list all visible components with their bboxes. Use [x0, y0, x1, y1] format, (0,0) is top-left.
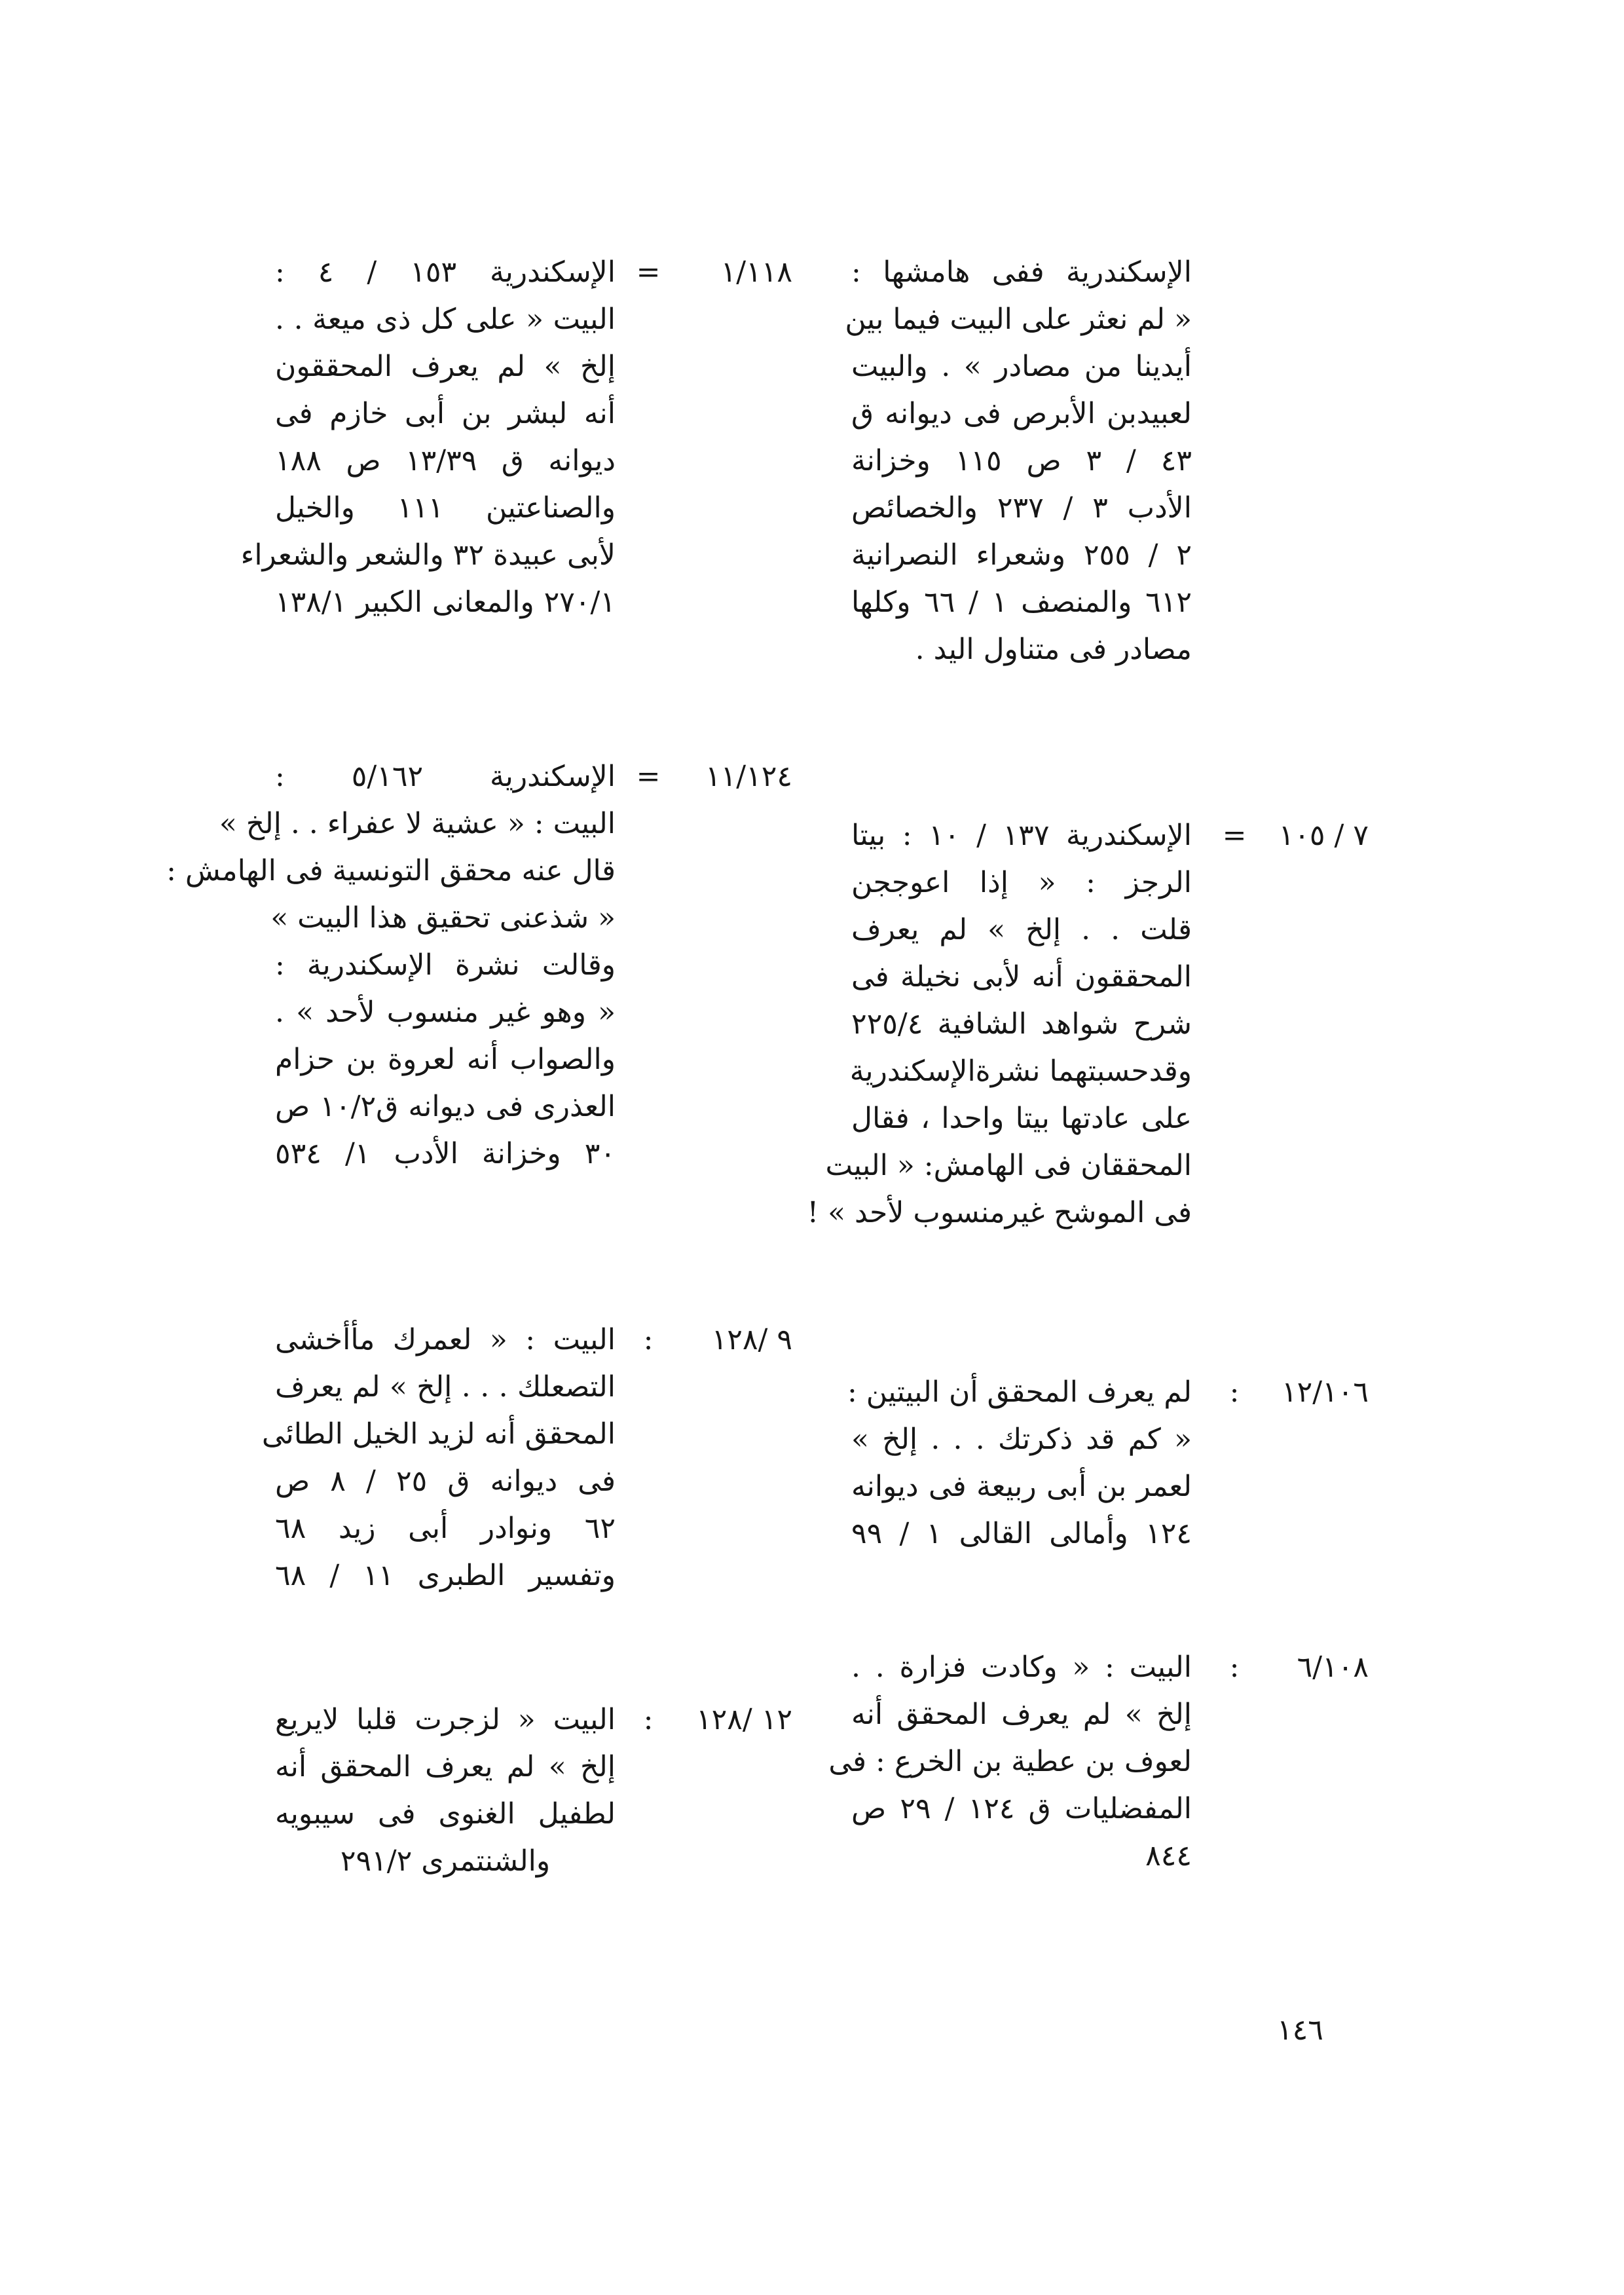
text-line: لعوف بن عطية بن الخرع : فى [828, 1745, 1192, 1778]
text-line: التصعلك . . . إلخ » لم يعرف [275, 1370, 616, 1404]
text-line: ٢٧٠/١ والمعانى الكبير ١٣٨/١ [275, 586, 616, 619]
text-line: ٢ / ٢٥٥ وشعراء النصرانية [851, 538, 1192, 572]
entry-text [240, 249, 616, 626]
text-line: لأبى عبيدة ٣٢ والشعر والشعراء [240, 538, 616, 572]
text-line: والصناعتين ١١١ والخيل [275, 491, 616, 525]
entry-separator: = [636, 255, 661, 289]
entry-reference: ٩ /١٢٨ [711, 1323, 792, 1356]
text-line: الرجز : « إذا اعوججن [851, 866, 1192, 899]
entry-text [166, 753, 616, 1178]
entry-reference: ١/١١٨ [720, 255, 792, 289]
text-line: فى الموشح غيرمنسوب لأحد » ! [807, 1196, 1192, 1229]
text-line: قلت . . إلخ » لم يعرف [851, 913, 1192, 946]
text-line: فى ديوانه ق ٢٥ / ٨ ص [275, 1465, 616, 1498]
text-line: « كم قد ذكرتك . . . إلخ » [851, 1423, 1192, 1456]
text-line: إلخ » لم يعرف المحققون [275, 350, 616, 383]
text-line: ٦٢ ونوادر أبى زيد ٦٨ [275, 1512, 616, 1545]
entry-text [807, 812, 1192, 1237]
entry-reference: ١١/١٢٤ [705, 760, 792, 793]
right-entry-1 [845, 249, 1192, 681]
text-line: الإسكندرية ١٣٧ / ١٠ : بيتا [851, 819, 1192, 852]
entry-text [847, 1369, 1192, 1558]
text-line: على عادتها بيتا واحدا ، فقال [851, 1102, 1192, 1135]
entry-reference: ١٢ /١٢٨ [696, 1703, 792, 1736]
text-line: لعبيدبن الأبرص فى ديوانه ق [851, 397, 1192, 430]
entry-reference: ٧ / ١٠٥ [1278, 819, 1369, 852]
entry-separator: = [636, 760, 661, 793]
text-line: « شذعنى تحقيق هذا البيت » [270, 901, 616, 935]
entry-reference: ١٢/١٠٦ [1282, 1375, 1369, 1409]
entry-text [828, 1644, 1192, 1880]
text-line: أنه لبشر بن أبى خازم فى [275, 397, 616, 430]
text-line: لطفيل الغنوى فى سيبويه [275, 1797, 616, 1831]
text-line: قال عنه محقق التونسية فى الهامش : [166, 854, 616, 887]
text-line: المحقق أنه لزيد الخيل الطائى [261, 1417, 616, 1451]
head-text: الإسكندرية ٥/١٦٢ : [275, 760, 616, 793]
text-line: ٣٠ وخزانة الأدب ١/ ٥٣٤ [275, 1137, 616, 1170]
text-line: ٤٣ / ٣ ص ١١٥ وخزانة [851, 444, 1192, 477]
entry-separator: : [1229, 1375, 1240, 1409]
entry-head [275, 753, 616, 800]
text-line: ديوانه ق ١٣/٣٩ ص ١٨٨ [275, 444, 616, 477]
text-line: البيت « على كل ذى ميعة . . [275, 303, 616, 336]
text-line: إلخ » لم يعرف المحقق أنه [851, 1698, 1192, 1731]
text-line: وقالت نشرة الإسكندرية : [275, 948, 616, 982]
entry-separator: : [643, 1703, 654, 1736]
text-line: البيت : « عشية لا عفراء . . إلخ » [219, 807, 616, 840]
text-line: مصادر فى متناول اليد . [915, 633, 1192, 666]
entry-separator: : [1229, 1651, 1240, 1684]
text-line: لم يعرف المحقق أن البيتين : [847, 1375, 1192, 1409]
head-text: الإسكندرية ١٥٣ / ٤ : [275, 255, 616, 289]
text-line: الأدب ٣ / ٢٣٧ والخصائص [851, 491, 1192, 525]
left-entry-3 [261, 1316, 792, 1631]
text-line: « وهو غير منسوب لأحد » . [275, 996, 616, 1029]
text-line: ٨٤٤ [1145, 1839, 1192, 1873]
text-line: المفضليات ق ١٢٤ / ٢٩ ص [851, 1792, 1192, 1825]
text-line: شرح شواهد الشافية ٢٢٥/٤ [851, 1007, 1192, 1041]
left-entry-2 [166, 753, 792, 1251]
page-number: ١٤٦ [1277, 2013, 1323, 2047]
entry-text [845, 249, 1192, 673]
left-entry-1 [240, 249, 792, 681]
entry-reference: ٦/١٠٨ [1297, 1651, 1369, 1684]
text-line: إلخ » لم يعرف المحقق أنه [275, 1750, 616, 1783]
text-line: الإسكندرية ففى هامشها : [851, 255, 1192, 289]
text-line: البيت : « لعمرك مأأخشى [275, 1323, 616, 1356]
right-entry-2 [807, 812, 1369, 1244]
entry-text [275, 1696, 616, 1885]
left-entry-4 [275, 1696, 792, 1906]
text-line: العذرى فى ديوانه ق١٠/٢ ص [275, 1090, 616, 1123]
text-line: وقدحسبتهما نشرةالإسكندرية [849, 1054, 1192, 1088]
entry-text [261, 1316, 616, 1599]
text-line: ٦١٢ والمنصف ١ / ٦٦ وكلها [851, 586, 1192, 619]
entry-separator: : [643, 1323, 654, 1356]
text-line: المحققون أنه لأبى نخيلة فى [851, 960, 1192, 994]
right-entry-3 [847, 1369, 1369, 1565]
text-line: والشنتمرى ٢٩١/٢ [340, 1844, 551, 1878]
text-line: البيت « لزجرت قلبا لايريع [275, 1703, 616, 1736]
entry-separator: = [1222, 819, 1247, 852]
text-line: البيت : « وكادت فزارة . . [851, 1651, 1192, 1684]
text-line: وتفسير الطبرى ١١ / ٦٨ [275, 1559, 616, 1592]
text-line: المحققان فى الهامش: « البيت [825, 1149, 1192, 1182]
text-line: لعمر بن أبى ربيعة فى ديوانه [851, 1470, 1192, 1503]
right-entry-4 [828, 1644, 1369, 1886]
entry-head [275, 249, 616, 296]
text-line: أيدينا من مصادر » . والبيت [851, 350, 1192, 383]
text-line: « لم نعثر على البيت فيما بين [845, 303, 1192, 336]
text-line: والصواب أنه لعروة بن حزام [275, 1043, 616, 1076]
text-line: ١٢٤ وأمالى القالى ١ / ٩٩ [851, 1517, 1192, 1550]
